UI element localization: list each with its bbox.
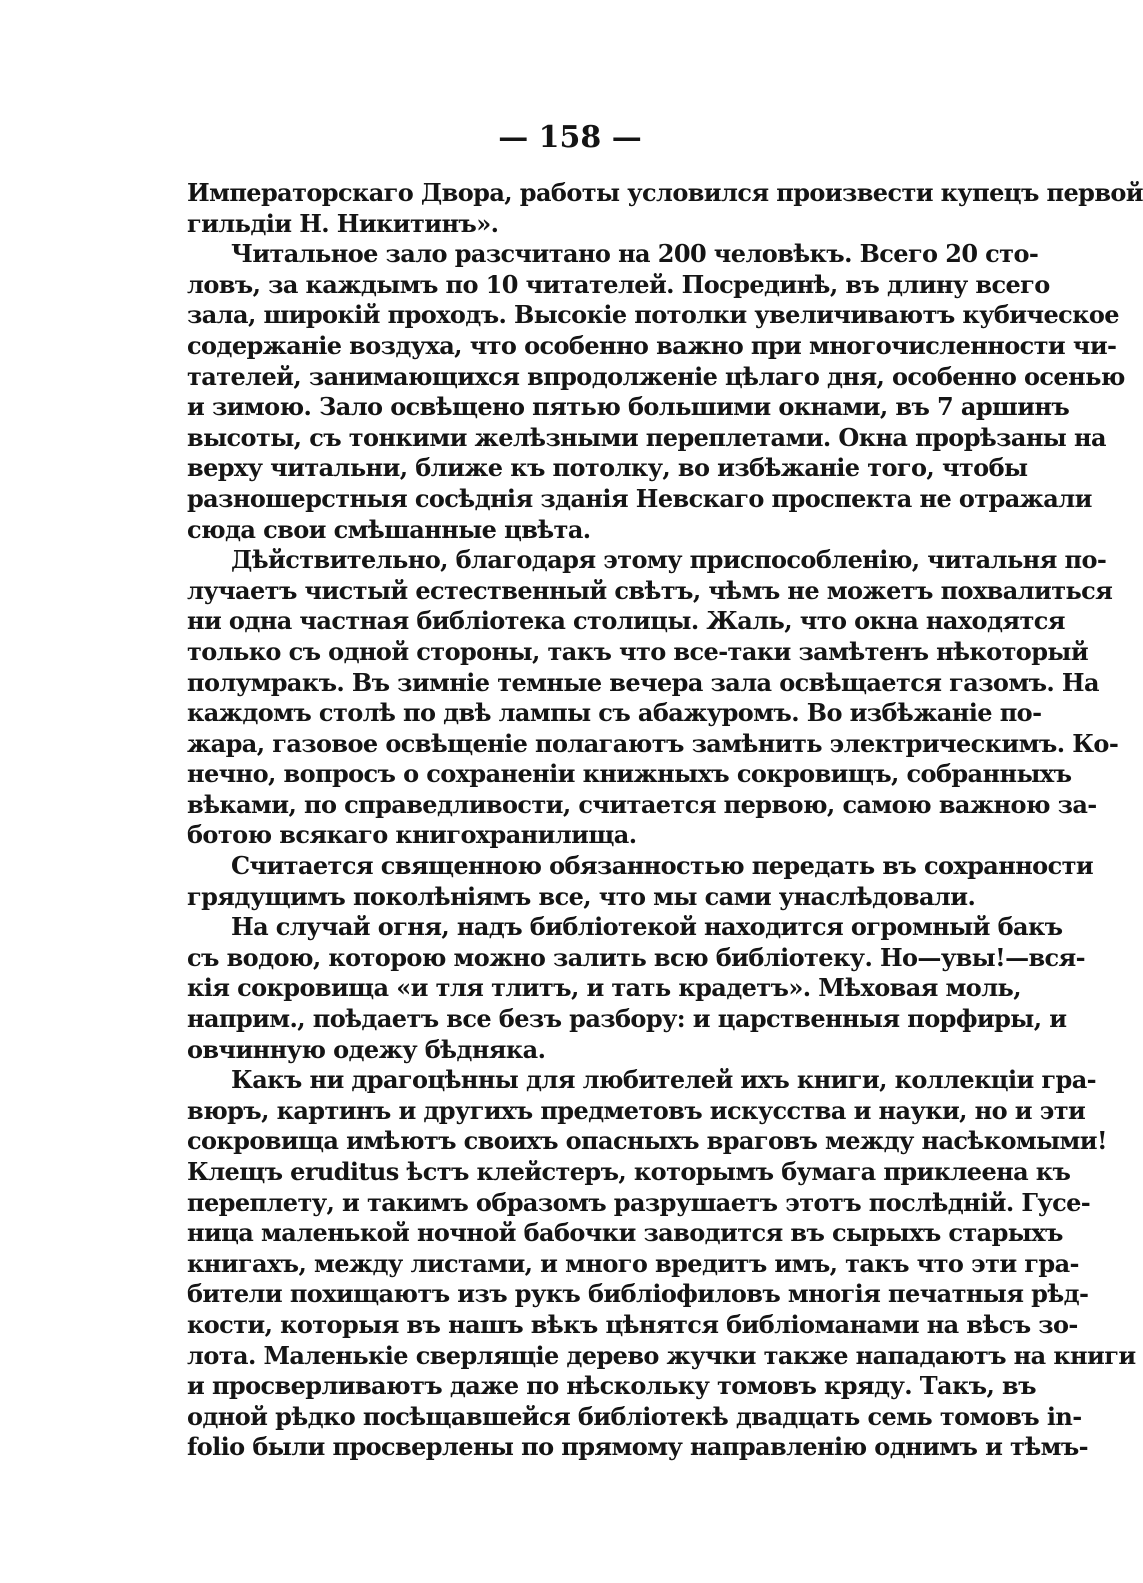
- text-line: сокровища имѣютъ своихъ опасныхъ враговъ между насѣкомыми!: [187, 1126, 1107, 1156]
- paragraph-first-line: Какъ ни драгоцѣнны для любителей ихъ книги, коллекцiи гра-: [231, 1065, 1097, 1095]
- text-line: гильдiи Н. Никитинъ».: [187, 208, 499, 238]
- text-line: Клещъ eruditus ѣстъ клейстеръ, которымъ бумага приклеена къ: [187, 1157, 1071, 1186]
- text-line: вѣками, по справедливости, считается первою, самою важною за-: [187, 789, 1097, 819]
- text-line: ловъ, за каждымъ по 10 читателей. Посрединѣ, въ длину всего: [187, 269, 1050, 299]
- text-line: наприм., поѣдаетъ все безъ разбору: и царственныя порфиры, и: [187, 1004, 1067, 1034]
- text-line: folio были просверлены по прямому направленiю однимъ и тѣмъ-: [187, 1432, 1089, 1462]
- text-line: тателей, занимающихся впродолженiе цѣлаго дня, особенно осенью: [187, 361, 1125, 391]
- text-line: каждомъ столѣ по двѣ лампы съ абажуромъ. Во избѣжанiе по-: [187, 698, 1042, 728]
- text-line: разношерстныя сосѣднiя зданiя Невскаго проспекта не отражали: [187, 483, 1092, 513]
- text-line: сюда свои смѣшанные цвѣта.: [187, 514, 591, 544]
- text-line: зала, широкiй проходъ. Высокiе потолки увеличиваютъ кубическое: [187, 300, 1119, 330]
- text-line: овчинную одежу бѣдняка.: [187, 1034, 546, 1064]
- text-line: грядущимъ поколѣнiямъ все, что мы сами унаслѣдовали.: [187, 881, 976, 911]
- text-line: вюръ, картинъ и другихъ предметовъ искусства и науки, но и эти: [187, 1095, 1086, 1125]
- page-number: — 158 —: [498, 120, 642, 155]
- paragraph-first-line: Читальное зало разсчитано на 200 человѣкъ. Всего 20 сто-: [231, 239, 1039, 269]
- text-line: бители похищаютъ изъ рукъ библiофиловъ многiя печатныя рѣд-: [187, 1279, 1089, 1309]
- paragraph-first-line: На случай огня, надъ библiотекой находится огромный бакъ: [231, 912, 1063, 942]
- text-line: ни одна частная библiотека столицы. Жаль, что окна находятся: [187, 606, 1065, 636]
- paragraph-first-line: Императорскаго Двора, работы условился произвести купецъ первой: [187, 178, 1143, 207]
- text-line: высоты, съ тонкими желѣзными переплетами. Окна прорѣзаны на: [187, 422, 1106, 452]
- text-line: содержанiе воздуха, что особенно важно при многочисленности чи-: [187, 330, 1117, 360]
- text-line: лучаетъ чистый естественный свѣтъ, чѣмъ не можетъ похвалиться: [187, 575, 1113, 605]
- text-line: лота. Маленькiе сверлящiе дерево жучки также нападаютъ на книги: [187, 1340, 1136, 1370]
- text-line: нечно, вопросъ о сохраненiи книжныхъ сокровищъ, собранныхъ: [187, 759, 1072, 789]
- text-line: жара, газовое освѣщенiе полагаютъ замѣнить электрическимъ. Ко-: [187, 728, 1119, 758]
- text-line: съ водою, которою можно залить всю библiотеку. Но—увы!—вся-: [187, 942, 1086, 972]
- paragraph-first-line: Считается священною обязанностью передать въ сохранности: [231, 851, 1094, 881]
- paragraph-first-line: Дѣйствительно, благодаря этому приспособленiю, читальня по-: [231, 545, 1107, 575]
- text-line: и зимою. Зало освѣщено пятью большими окнами, въ 7 аршинъ: [187, 392, 1070, 422]
- text-line: верху читальни, ближе къ потолку, во избѣжанiе того, чтобы: [187, 453, 1028, 483]
- text-line: кiя сокровища «и тля тлитъ, и тать крадетъ». Мѣховая моль,: [187, 973, 1021, 1003]
- text-line: только съ одной стороны, такъ что все-таки замѣтенъ нѣкоторый: [187, 636, 1089, 666]
- text-line: переплету, и такимъ образомъ разрушаетъ этотъ послѣднiй. Гусе-: [187, 1187, 1091, 1217]
- text-line: книгахъ, между листами, и много вредитъ имъ, такъ что эти гра-: [187, 1248, 1079, 1278]
- text-line: полумракъ. Въ зимнiе темные вечера зала освѣщается газомъ. На: [187, 667, 1099, 697]
- text-line: ница маленькой ночной бабочки заводится въ сырыхъ старыхъ: [187, 1218, 1063, 1248]
- text-line: одной рѣдко посѣщавшейся библiотекѣ двадцать семь томовъ in-: [187, 1401, 1082, 1431]
- text-line: и просверливаютъ даже по нѣскольку томовъ кряду. Такъ, въ: [187, 1371, 1036, 1401]
- body-text: [187, 178, 1143, 1463]
- text-line: ботою всякаго книгохранилища.: [187, 820, 637, 850]
- text-line: кости, которыя въ нашъ вѣкъ цѣнятся библiоманами на вѣсъ зо-: [187, 1309, 1078, 1339]
